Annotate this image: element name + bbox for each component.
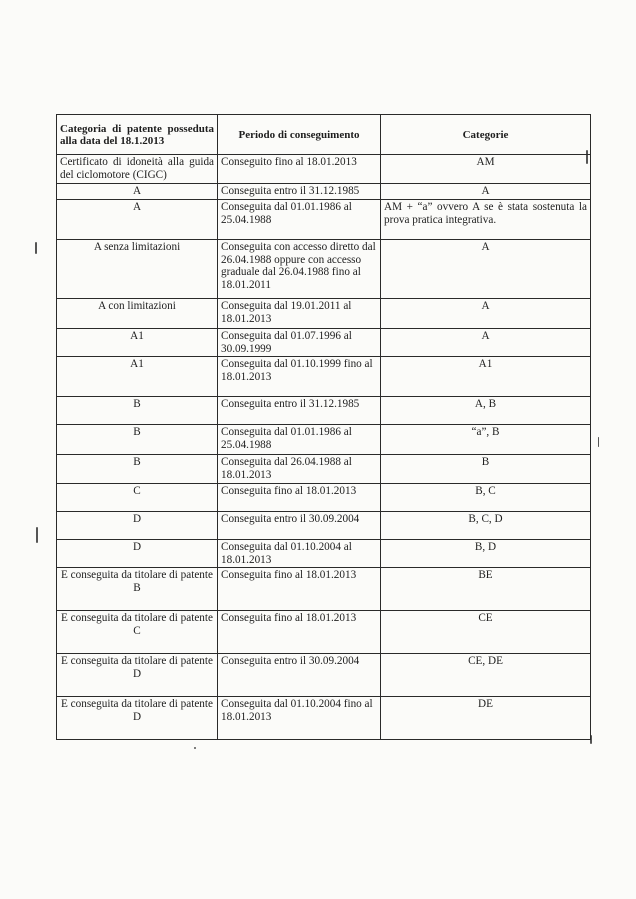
- cell-categorie: B, D: [381, 540, 591, 568]
- cell-categoria: E conseguita da titolare di patente C: [57, 611, 218, 654]
- table-row: [57, 540, 591, 568]
- scan-mark: [36, 527, 38, 543]
- cell-periodo: Conseguita fino al 18.01.2013: [218, 568, 381, 611]
- cell-categorie: A: [381, 299, 591, 329]
- table-row: [57, 155, 591, 184]
- cell-periodo: Conseguita dal 01.10.2004 fino al 18.01.2013: [218, 697, 381, 740]
- cell-periodo: Conseguita fino al 18.01.2013: [218, 611, 381, 654]
- cell-categoria: A con limitazioni: [57, 299, 218, 329]
- cell-categorie: BE: [381, 568, 591, 611]
- cell-periodo: Conseguita fino al 18.01.2013: [218, 484, 381, 512]
- cell-periodo: Conseguita entro il 30.09.2004: [218, 654, 381, 697]
- table-row: [57, 611, 591, 654]
- license-conversion-table: [56, 114, 591, 740]
- cell-categorie: “a”, B: [381, 425, 591, 455]
- cell-categorie: A1: [381, 357, 591, 397]
- cell-periodo: Conseguita entro il 30.09.2004: [218, 512, 381, 540]
- table-row: [57, 568, 591, 611]
- cell-categoria: C: [57, 484, 218, 512]
- cell-categoria: B: [57, 425, 218, 455]
- cell-categoria: D: [57, 540, 218, 568]
- header-periodo-conseguimento: Periodo di conseguimento: [218, 115, 381, 155]
- cell-categoria: B: [57, 397, 218, 425]
- table-row: [57, 654, 591, 697]
- cell-categorie: A: [381, 184, 591, 200]
- scan-mark: [598, 437, 599, 447]
- table-row: [57, 240, 591, 299]
- cell-categoria: A: [57, 184, 218, 200]
- cell-periodo: Conseguita dal 01.01.1986 al 25.04.1988: [218, 425, 381, 455]
- cell-categoria: B: [57, 455, 218, 484]
- cell-categoria: A: [57, 200, 218, 240]
- table-row: [57, 455, 591, 484]
- cell-categoria: D: [57, 512, 218, 540]
- scan-mark: [35, 242, 37, 254]
- table-row: [57, 425, 591, 455]
- cell-periodo: Conseguita con accesso diretto dal 26.04.1988 oppure con accesso graduale dal 26.04.1988 fino al 18.01.2011: [218, 240, 381, 299]
- cell-categorie: CE: [381, 611, 591, 654]
- table-row: [57, 697, 591, 740]
- table-row: [57, 184, 591, 200]
- cell-categorie: A: [381, 240, 591, 299]
- cell-categoria: E conseguita da titolare di patente D: [57, 654, 218, 697]
- scan-mark: [194, 747, 196, 749]
- cell-categorie: B: [381, 455, 591, 484]
- table-row: [57, 512, 591, 540]
- cell-categorie: DE: [381, 697, 591, 740]
- table-row: [57, 299, 591, 329]
- cell-categorie: A: [381, 329, 591, 357]
- cell-categorie: CE, DE: [381, 654, 591, 697]
- table-header-row: [57, 115, 591, 155]
- cell-categorie: B, C, D: [381, 512, 591, 540]
- table-row: [57, 484, 591, 512]
- cell-periodo: Conseguita dal 01.10.2004 al 18.01.2013: [218, 540, 381, 568]
- cell-categoria: E conseguita da titolare di patente B: [57, 568, 218, 611]
- cell-periodo: Conseguita dal 01.01.1986 al 25.04.1988: [218, 200, 381, 240]
- cell-categorie: B, C: [381, 484, 591, 512]
- cell-categoria: Certificato di idoneità alla guida del ciclomotore (CIGC): [57, 155, 218, 184]
- cell-categoria: A senza limitazioni: [57, 240, 218, 299]
- table-row: [57, 357, 591, 397]
- cell-periodo: Conseguita dal 19.01.2011 al 18.01.2013: [218, 299, 381, 329]
- cell-periodo: Conseguita dal 26.04.1988 al 18.01.2013: [218, 455, 381, 484]
- header-categorie: Categorie: [381, 115, 591, 155]
- cell-periodo: Conseguita dal 01.07.1996 al 30.09.1999: [218, 329, 381, 357]
- cell-periodo: Conseguita dal 01.10.1999 fino al 18.01.2013: [218, 357, 381, 397]
- cell-categorie: AM + “a” ovvero A se è stata sostenuta la prova pratica integrativa.: [381, 200, 591, 240]
- cell-categorie: A, B: [381, 397, 591, 425]
- cell-categorie: AM: [381, 155, 591, 184]
- table-row: [57, 329, 591, 357]
- table-row: [57, 397, 591, 425]
- cell-categoria: E conseguita da titolare di patente D: [57, 697, 218, 740]
- cell-periodo: Conseguita entro il 31.12.1985: [218, 397, 381, 425]
- cell-periodo: Conseguita entro il 31.12.1985: [218, 184, 381, 200]
- header-categoria-posseduta: Categoria di patente posseduta alla data del 18.1.2013: [57, 115, 218, 155]
- cell-categoria: A1: [57, 329, 218, 357]
- table-row: [57, 200, 591, 240]
- cell-periodo: Conseguito fino al 18.01.2013: [218, 155, 381, 184]
- cell-categoria: A1: [57, 357, 218, 397]
